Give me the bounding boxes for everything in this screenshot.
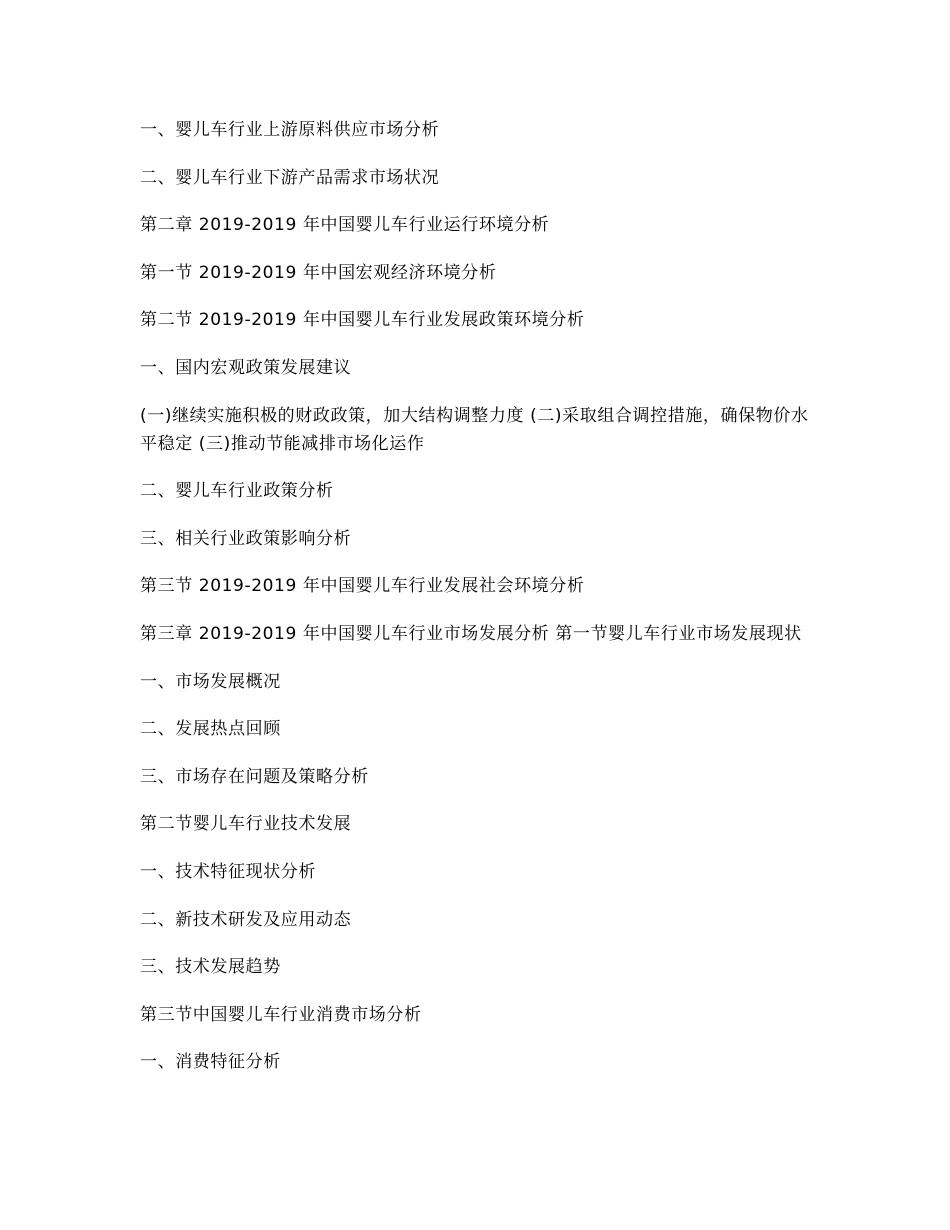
toc-line-ch3-section-3: 第三节中国婴儿车行业消费市场分析 (140, 1004, 422, 1025)
toc-line-related-policy: 三、相关行业政策影响分析 (140, 528, 352, 549)
document-page (140, 116, 810, 1096)
toc-line-tech-features: 一、技术特征现状分析 (140, 861, 316, 882)
toc-line-ch3-section-2: 第二节婴儿车行业技术发展 (140, 814, 352, 835)
toc-line-tech-trend: 三、技术发展趋势 (140, 957, 281, 978)
toc-line-new-tech: 二、新技术研发及应用动态 (140, 909, 352, 930)
toc-line-policy-details: (一)继续实施积极的财政政策，加大结构调整力度 (二)采取组合调控措施，确保物价水平稳定 (三)推动节能减排市场化运作 (140, 405, 809, 454)
toc-line-upstream-supply: 一、婴儿车行业上游原料供应市场分析 (140, 120, 440, 140)
toc-line-industry-policy: 二、婴儿车行业政策分析 (140, 481, 334, 502)
toc-line-macro-policy: 一、国内宏观政策发展建议 (140, 357, 352, 378)
toc-line-hotspots: 二、发展热点回顾 (140, 719, 281, 740)
toc-line-ch2-section-1: 第一节 2019-2019 年中国宏观经济环境分析 (140, 262, 497, 283)
toc-line-downstream-demand: 二、婴儿车行业下游产品需求市场状况 (140, 167, 440, 188)
toc-line-market-problems: 三、市场存在问题及策略分析 (140, 766, 369, 787)
toc-line-consumption-features: 一、消费特征分析 (140, 1052, 281, 1073)
toc-line-ch2-section-2: 第二节 2019-2019 年中国婴儿车行业发展政策环境分析 (140, 310, 585, 331)
toc-line-ch2-section-3: 第三节 2019-2019 年中国婴儿车行业发展社会环境分析 (140, 576, 585, 597)
toc-line-market-overview: 一、市场发展概况 (140, 671, 281, 692)
toc-line-chapter-2: 第二章 2019-2019 年中国婴儿车行业运行环境分析 (140, 215, 550, 236)
toc-line-chapter-3: 第三章 2019-2019 年中国婴儿车行业市场发展分析 第一节婴儿车行业市场发展现状 (140, 623, 802, 644)
